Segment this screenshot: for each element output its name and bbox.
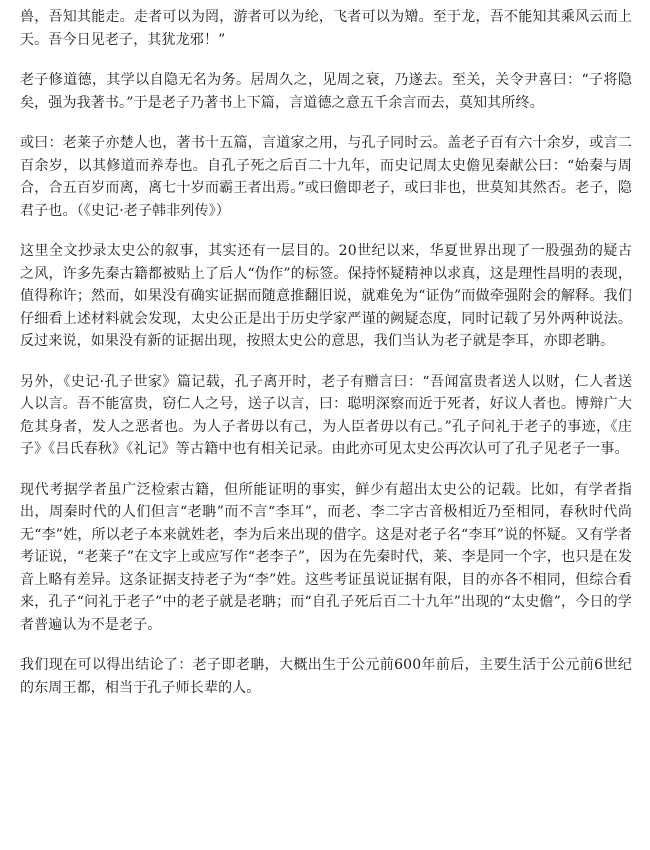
- paragraph-1: 兽，吾知其能走。走者可以为罔，游者可以为纶，飞者可以为矰。至于龙，吾不能知其乘风云而上天。吾今日见老子，其犹龙邪！”: [20, 9, 632, 48]
- paragraph-3: 或曰：老莱子亦楚人也，著书十五篇，言道家之用，与孔子同时云。盖老子百有六十余岁，或言二百余岁，以其修道而养寿也。自孔子死之后百二十九年，而史记周太史儋见秦献公曰：“始秦与周合，合五百岁而离，离七十岁而霸王者出焉。”或曰儋即老子，或曰非也，世莫知其然否。老子，隐君子也。（《史记·老子韩非列传》）: [20, 135, 632, 219]
- paragraph-gap: [20, 461, 632, 479]
- paragraph-5: 另外，《史记·孔子世家》篇记载，孔子离开时，老子有赠言曰：“吾闻富贵者送人以财，仁人者送人以言。吾不能富贵，窃仁人之号，送子以言，曰：聪明深察而近于死者，好议人者也。博辩广大危其身者，发人之恶者也。为人子者毋以有己，为人臣者毋以有己。”孔子问礼于老子的事迹，《庄子》《吕氏春秋》《礼记》等古籍中也有相关记录。由此亦可见太史公再次认可了孔子见老子一事。: [20, 373, 632, 457]
- paragraph-gap: [20, 114, 632, 132]
- paragraph-7: 我们现在可以得出结论了：老子即老聃，大概出生于公元前600年前后，主要生活于公元前6世纪的东周王都，相当于孔子师长辈的人。: [20, 657, 632, 696]
- paragraph-gap: [20, 636, 632, 654]
- paragraph-4: 这里全文抄录太史公的叙事，其实还有一层目的。20世纪以来，华夏世界出现了一股强劲的疑古之风，许多先秦古籍都被贴上了后人“伪作”的标签。保持怀疑精神以求真，这是理性昌明的表现，值得称许；然而，如果没有确实证据而随意推翻旧说，就难免为“证伪”而做牵强附会的解释。我们仔细看上述材料就会发现，太史公正是出于历史学家严谨的阙疑态度，同时记载了另外两种说法。反过来说，如果没有新的证据出现，按照太史公的意思，我们当认为老子就是李耳，亦即老聃。: [20, 243, 632, 349]
- paragraph-gap: [20, 51, 632, 69]
- paragraph-gap: [20, 353, 632, 371]
- paragraph-6: 现代考据学者虽广泛检索古籍，但所能证明的事实，鲜少有超出太史公的记载。比如，有学者指出，周秦时代的人们但言“老聃”而不言“李耳”，而老、李二字古音极相近乃至相同，春秋时代尚无“李”姓，所以老子本来就姓老，李为后来出现的借字。这是对老子名“李耳”说的怀疑。又有学者考证说，“老莱子”在文字上或应写作“老李子”，因为在先秦时代，莱、李是同一个字，也只是在发音上略有差异。这条证据支持老子为“李”姓。这些考证虽说证据有限，目的亦各不相同，但综合看来，孔子“问礼于老子”中的老子就是老聃；而“自孔子死后百二十九年”出现的“太史儋”，今日的学者普遍认为不是老子。: [20, 481, 632, 633]
- paragraph-2: 老子修道德，其学以自隐无名为务。居周久之，见周之衰，乃遂去。至关，关令尹喜曰：“子将隐矣，强为我著书。”于是老子乃著书上下篇，言道德之意五千余言而去，莫知其所终。: [20, 72, 632, 111]
- paragraph-gap: [20, 222, 632, 240]
